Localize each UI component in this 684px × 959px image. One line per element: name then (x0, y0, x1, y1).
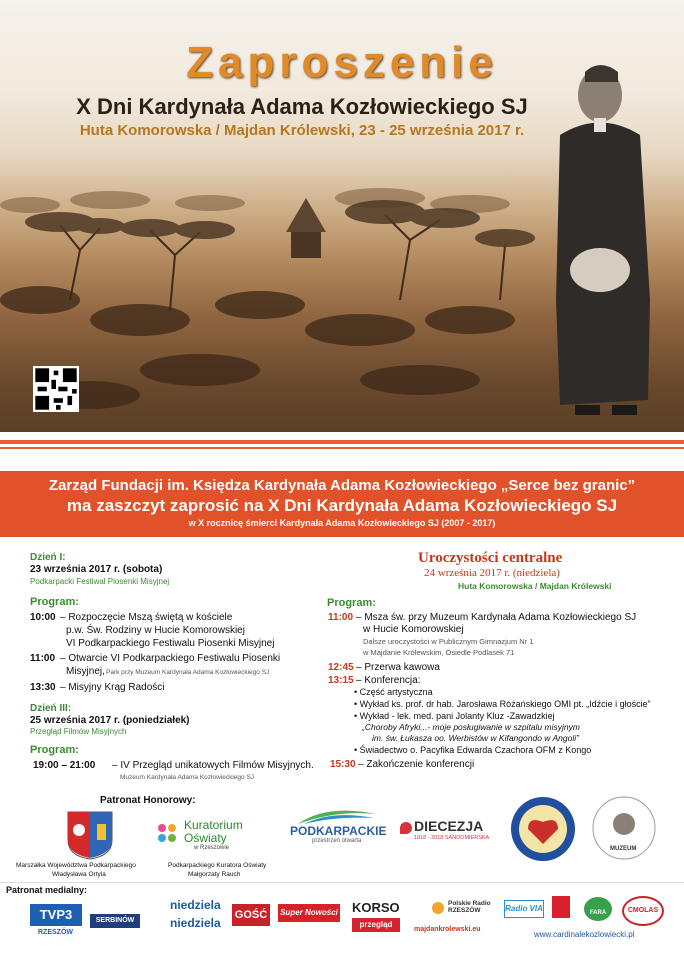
kuratorium-logo-icon (154, 820, 180, 846)
majdan-logo: majdankrolewski.eu (414, 926, 481, 933)
cmolas-logo: CMOLAS (622, 896, 664, 926)
day1-item-2-line-2: Misyjnej, (66, 666, 105, 677)
day1-event: Podkarpacki Festiwal Piosenki Misyjnej (30, 577, 170, 586)
museum-label: MUZEUM (610, 846, 637, 852)
day3-time: 19:00 – 21:00 (33, 760, 96, 771)
day1-time-3: 13:30 (30, 682, 56, 693)
day1-item-1-line-3: VI Podkarpackiego Festiwalu Piosenki Misyjnej (66, 638, 275, 649)
website-link[interactable]: www.cardinalekozlowiecki.pl (534, 930, 635, 939)
polskie-radio-icon (432, 902, 444, 914)
serbinow-logo: SERBINÓW (90, 914, 140, 928)
page-title: Zaproszenie (186, 38, 498, 87)
radio-via-logo: Radio VIA (504, 900, 544, 918)
diecezja-logo-text: DIECEZJA (414, 818, 484, 834)
marszalek-line-2: Władysława Ortyla (52, 871, 106, 878)
hero-photo (0, 0, 684, 432)
podkarpackie-logo-icon (296, 804, 378, 826)
day3-date: 25 września 2017 r. (poniedziałek) (30, 715, 190, 726)
event-place-date: Huta Komorowska / Majdan Królewski, 23 - 25 września 2017 r. (79, 122, 525, 139)
kuratorium-logo-1: Kuratorium (184, 818, 243, 832)
radio-red-icon (552, 896, 570, 918)
super-nowosci-logo: Super Nowości (278, 904, 340, 922)
invitation-banner (0, 471, 684, 537)
fara-logo: FARA (584, 897, 612, 921)
banner-line-3: w X rocznicę śmierci Kardynała Adama Kozłowieckiego SJ (2007 - 2017) (188, 518, 496, 528)
day1-item-1-line-2: p.w. Św. Rodziny w Hucie Komorowskiej (66, 625, 245, 636)
polskie-radio-logo: Polskie Radio RZESZÓW (448, 900, 491, 914)
central-program-label: Program: (327, 597, 376, 609)
diecezja-heart-icon (400, 822, 412, 834)
niedziela-logo-1: niedziela (170, 898, 221, 912)
central-bullet-3-b: im. św. Łukasza oo. Werbistów w Kifangondo w Angoli” (372, 733, 579, 743)
central-item-1-d: w Majdanie Królewskim, Osiedle Podlasek 71 (363, 648, 515, 657)
hut-icon (286, 198, 326, 258)
day3-note: Muzeum Kardynała Adama Kozłowieckiego SJ (120, 774, 255, 781)
central-time-2: 12:45 (328, 662, 354, 673)
event-subtitle: X Dni Kardynała Adama Kozłowieckiego SJ (76, 94, 528, 119)
podkarpackie-logo-text: PODKARPACKIE (290, 824, 387, 838)
gosc-logo: GOŚĆ (232, 904, 270, 926)
central-place: Huta Komorowska / Majdan Królewski (458, 581, 612, 591)
day1-item-1-line-1: – Rozpoczęcie Mszą świętą w kościele (60, 612, 233, 623)
central-bullet-1: • Część artystyczna (354, 687, 433, 697)
day3-label: Dzień III: (30, 703, 72, 714)
central-time-4: 15:30 (330, 759, 356, 770)
central-bullet-3: • Wykład - lek. med. pani Jolanty Kluz -Zawadzkiej (354, 711, 555, 721)
central-time-3: 13:15 (328, 675, 354, 686)
day1-time-2: 11:00 (30, 653, 56, 664)
kurator-line-1: Podkarpackiego Kuratora Oświaty (168, 862, 267, 869)
korso-logo: KORSO (352, 900, 400, 915)
kuratorium-logo-2: Oświaty (184, 831, 227, 845)
day3-event: Przegląd Filmów Misyjnych (30, 727, 127, 736)
day1-program-label: Program: (30, 596, 79, 608)
day1-item-2-line-1: – Otwarcie VI Podkarpackiego Festiwalu Piosenki (60, 653, 281, 664)
day1-label: Dzień I: (30, 552, 66, 563)
central-item-3: – Konferencja: (356, 675, 421, 686)
patronage-title: Patronat Honorowy: (100, 795, 196, 806)
foundation-seal-icon (510, 796, 576, 862)
central-title: Uroczystości centralne (418, 550, 563, 566)
central-time-1: 11:00 (328, 612, 354, 623)
central-item-2: – Przerwa kawowa (356, 662, 440, 673)
central-bullet-3-a: „Choroby Afryki...- moje posługiwanie w szpitalu misyjnym (362, 722, 580, 732)
central-bullet-4: • Świadectwo o. Pacyfika Edwarda Czachora OFM z Kongo (354, 745, 592, 755)
central-item-1-c: Dalsze uroczystości w Publicznym Gimnazjum Nr 1 (363, 637, 534, 646)
kuratorium-logo-3: w Rzeszowie (194, 845, 230, 851)
day1-date: 23 września 2017 r. (sobota) (30, 564, 163, 575)
marszalek-line-1: Marszałka Województwa Podkarpackiego (16, 862, 136, 869)
przeglad-logo: przegląd (352, 918, 400, 932)
diecezja-logo-sub: 1818 - 2018 SANDOMIERSKA (414, 835, 490, 841)
tvp3-logo: TVP3 (30, 904, 82, 926)
central-item-4: – Zakończenie konferencji (358, 759, 475, 770)
media-title: Patronat medialny: (6, 885, 88, 895)
media-divider (0, 882, 684, 883)
central-item-1-b: w Hucie Komorowskiej (363, 624, 464, 635)
tvp3-sub: RZESZÓW (38, 929, 73, 936)
qr-code-icon[interactable] (33, 366, 79, 412)
central-item-1-a: – Msza św. przy Muzeum Kardynała Adama Kozłowieckiego SJ (356, 612, 637, 623)
kurator-line-2: Małgorzaty Rauch (188, 871, 241, 878)
day1-time-1: 10:00 (30, 612, 56, 623)
podkarpackie-logo-sub: przestrzeń otwarta (312, 838, 362, 844)
niedziela-logo-2: niedziela (170, 916, 221, 930)
central-bullet-2: • Wykład ks. prof. dr hab. Jarosława Różańskiego OMI pt. „Idźcie i głoście” (354, 699, 651, 709)
day3-item: – IV Przegląd unikatowych Filmów Misyjnych. (112, 760, 314, 771)
divider-stripe-thin (0, 447, 684, 449)
day3-program-label: Program: (30, 744, 79, 756)
day1-item-3-line-1: – Misyjny Krąg Radości (60, 682, 165, 693)
day1-item-2-note: Park przy Muzeum Kardynała Adama Kozłowieckiego SJ (106, 669, 270, 676)
banner-line-1: Zarząd Fundacji im. Księdza Kardynała Adama Kozłowieckiego „Serce bez granic” (48, 477, 636, 494)
divider-stripe (0, 440, 684, 444)
central-date: 24 września 2017 r. (niedziela) (424, 567, 560, 579)
coat-of-arms-icon (64, 810, 116, 860)
banner-line-2: ma zaszczyt zaprosić na X Dni Kardynała Adama Kozłowieckiego SJ (66, 496, 618, 515)
